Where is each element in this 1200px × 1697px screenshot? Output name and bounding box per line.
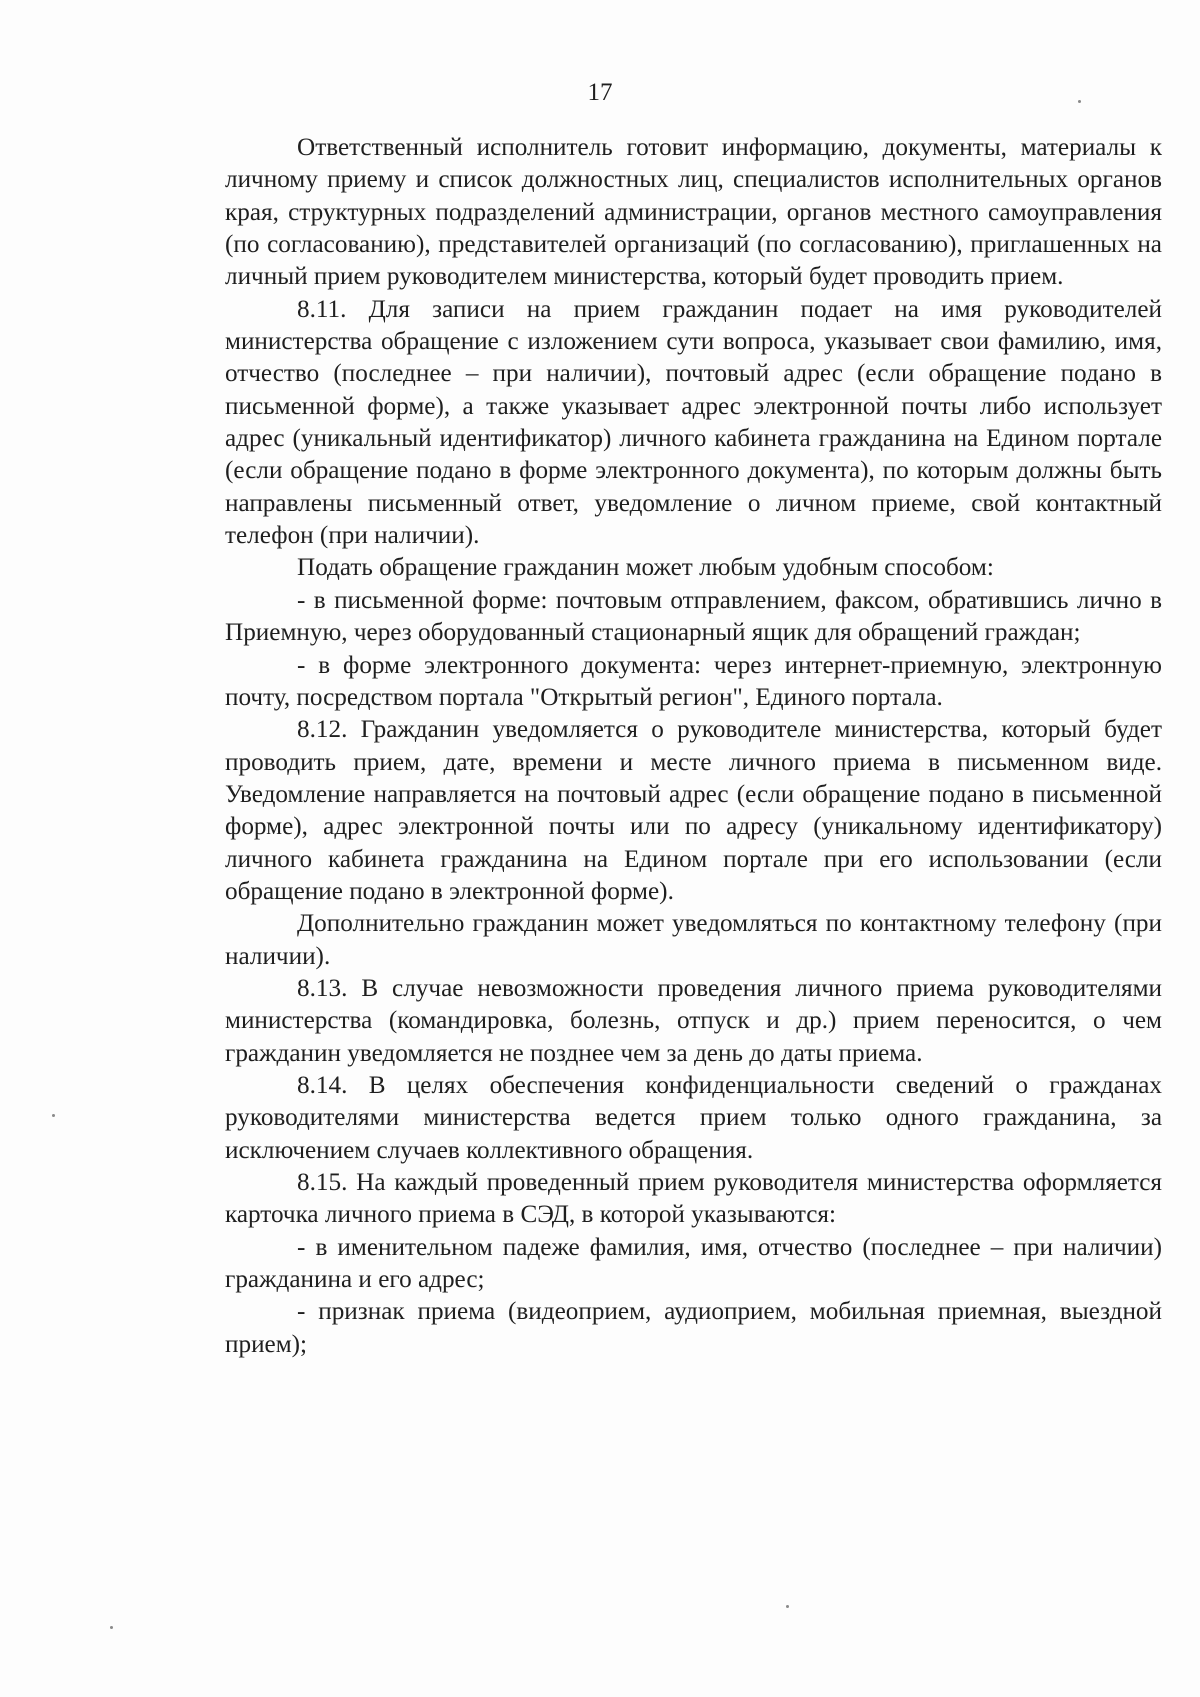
paragraph-8-14: 8.14. В целях обеспечения конфиденциальности сведений о гражданах руководителями министерства ведется прием только одного гражданина, за исключением случаев коллективного обращения. xyxy=(225,1071,1162,1164)
list-item-reception-type: - признак приема (видеоприем, аудиоприем, мобильная приемная, выездной прием); xyxy=(225,1298,1162,1358)
page-number: 17 xyxy=(587,79,613,106)
paragraph-submission-methods: Подать обращение гражданин может любым удобным способом: xyxy=(297,554,994,582)
list-item-electronic-form: - в форме электронного документа: через интернет-приемную, электронную почту, посредством портала "Открытый регион", Единого портала. xyxy=(225,651,1162,711)
paragraph-responsible-executor: Ответственный исполнитель готовит информацию, документы, материалы к личному приему и список должностных лиц, специалистов исполнительных органов края, структурных подразделений администрации, органов местного самоуправления (по согласованию), представителей организаций (по согласованию), приглашенных на личный прием руководителем министерства, который будет проводить прием. xyxy=(225,134,1162,291)
paragraph-8-11: 8.11. Для записи на прием гражданин подает на имя руководителей министерства обращение с изложением сути вопроса, указывает свои фамилию, имя, отчество (последнее – при наличии), почтовый адрес (если обращение подано в письменной форме), а также указывает адрес электронной почты либо использует адрес (уникальный идентификатор) личного кабинета гражданина на Едином портале (если обращение подано в форме электронного документа), по которым должны быть направлены письменный ответ, уведомление о личном приеме, свой контактный телефон (при наличии). xyxy=(225,295,1162,550)
list-item-name-address: - в именительном падеже фамилия, имя, отчество (последнее – при наличии) гражданина и его адрес; xyxy=(225,1233,1162,1294)
list-item-written-form: - в письменной форме: почтовым отправлением, факсом, обратившись лично в Приемную, через оборудованный стационарный ящик для обращений граждан; xyxy=(225,586,1162,647)
scan-speck xyxy=(1078,100,1081,103)
paragraph-8-12: 8.12. Гражданин уведомляется о руководителе министерства, который будет проводить прием, дате, времени и месте личного приема в письменном виде. Уведомление направляется на почтовый адрес (если обращение подано в письменной форме), адрес электронной почты или по адресу (уникальному идентификатору) личного кабинета гражданина на Едином портале при его использовании (если обращение подано в электронной форме). xyxy=(225,716,1162,905)
scan-speck xyxy=(52,1114,55,1117)
document-body xyxy=(225,132,1162,1361)
scan-speck xyxy=(110,1626,113,1629)
paragraph-8-15: 8.15. На каждый проведенный прием руководителя министерства оформляется карточка личного приема в СЭД, в которой указываются: xyxy=(225,1169,1162,1229)
paragraph-additional-notification: Дополнительно гражданин может уведомляться по контактному телефону (при наличии). xyxy=(225,910,1162,970)
scan-speck xyxy=(786,1605,789,1608)
paragraph-8-13: 8.13. В случае невозможности проведения личного приема руководителями министерства (командировка, болезнь, отпуск и др.) прием переносится, о чем гражданин уведомляется не позднее чем за день до даты приема. xyxy=(225,974,1162,1067)
